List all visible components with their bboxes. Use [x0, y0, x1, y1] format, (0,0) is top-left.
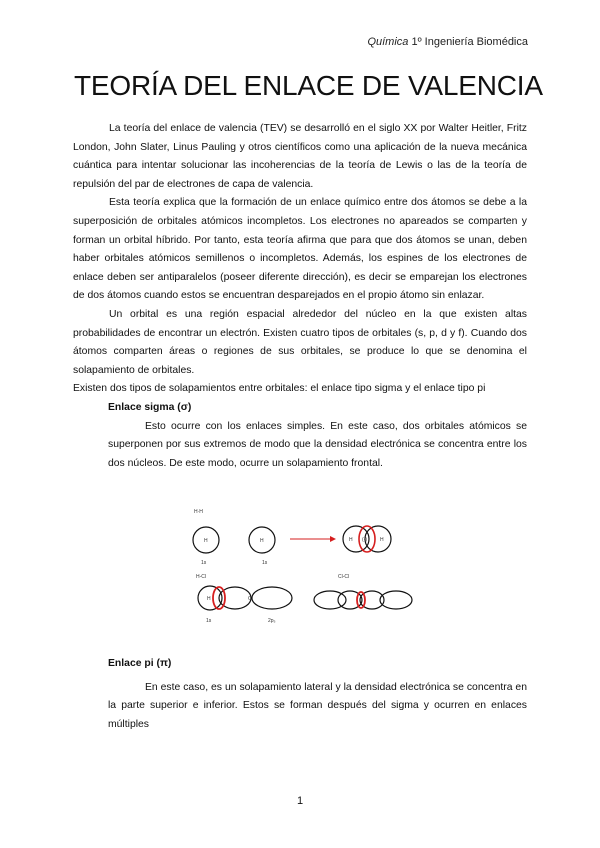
- document-title: TEORÍA DEL ENLACE DE VALENCIA: [74, 70, 543, 101]
- label-overlap: (·): [362, 537, 367, 543]
- pi-section: [73, 655, 527, 734]
- label-h-right: H: [260, 538, 264, 544]
- pi-text: En este caso, es un solapamiento lateral y la densidad electrónica se concentra en la parte superior e inferior. Estos se forman después del sigma y ocurren en enlaces múltiples: [108, 681, 527, 730]
- paragraph-overlap-types: Existen dos tipos de solapamientos entre orbitales: el enlace tipo sigma y el enlace tipo pi: [73, 383, 486, 395]
- label-hcl: H-Cl: [196, 574, 206, 580]
- label-clcl: Cl-Cl: [338, 574, 350, 580]
- label-h-overlap-right: H: [380, 537, 384, 543]
- sigma-heading: Enlace sigma (σ): [108, 401, 192, 413]
- header-course: 1º Ingeniería Biomédica: [408, 36, 528, 48]
- page-number: 1: [296, 795, 304, 807]
- label-h-overlap-left: H: [349, 537, 353, 543]
- page-header: [367, 36, 528, 48]
- label-1s-left: 1s: [201, 560, 207, 566]
- paragraph-explanation: Esta teoría explica que la formación de un enlace químico entre dos átomos se debe a la superposición de orbitales atómicos incompletos. Los electrones no apareados se comparten y forman un orbital híbrido. Por tanto, esta teoría afirma que para que dos átomos se unan, deben haber orbitales atómicos semillenos o incompletos. Además, los espines de los electrones de enlace deben ser antiparalelos (poseer diferente dirección), es decir se emparejan los electrones de dos átomos cuando estos se encuentran desparejados en el propio átomo sin enlazar.: [73, 197, 527, 302]
- paragraph-intro: La teoría del enlace de valencia (TEV) se desarrolló en el siglo XX por Walter Heitler, Fritz London, John Slater, Linus Pauling y otros científicos como una aplicación de la nueva mecánica cuántica para intentar solucionar las incoherencias de la teoría de Lewis o las de la teoría de repulsión del par de electrones de capa de valencia.: [73, 123, 527, 190]
- label-hh: H·H: [194, 509, 203, 515]
- label-hcl-cl: Cl: [248, 596, 253, 602]
- label-hcl-h: H: [207, 596, 211, 602]
- hcl-cl-lobe-right: [252, 587, 292, 609]
- label-2p: 2p₅: [268, 618, 276, 624]
- arrow-head: [330, 536, 336, 542]
- sigma-text: Esto ocurre con los enlaces simples. En este caso, dos orbitales atómicos se superponen por sus extremos de modo que la densidad electrónica se concentra entre los dos núcleos. De este modo, ocurre un solapamiento frontal.: [108, 420, 527, 469]
- label-h-left: H: [204, 538, 208, 544]
- pi-heading: Enlace pi (π): [108, 658, 172, 669]
- paragraph-orbital: Un orbital es una región espacial alrededor del núcleo en la que existen altas probabilidades de encontrar un electrón. Existen cuatro tipos de orbitales (s, p, d y f). Cuando dos átomos comparten áreas o regiones de sus orbitales, se produce lo que se denomina el solapamiento de orbitales.: [73, 308, 527, 376]
- header-subject: Química: [367, 36, 409, 48]
- clcl-lobe-4: [380, 591, 412, 609]
- label-1s-right: 1s: [262, 560, 268, 566]
- document-body: [73, 120, 527, 473]
- clcl-overlap-region: [357, 592, 365, 608]
- label-1s-hcl: 1s: [206, 618, 212, 624]
- orbital-overlap-figure: [190, 505, 420, 625]
